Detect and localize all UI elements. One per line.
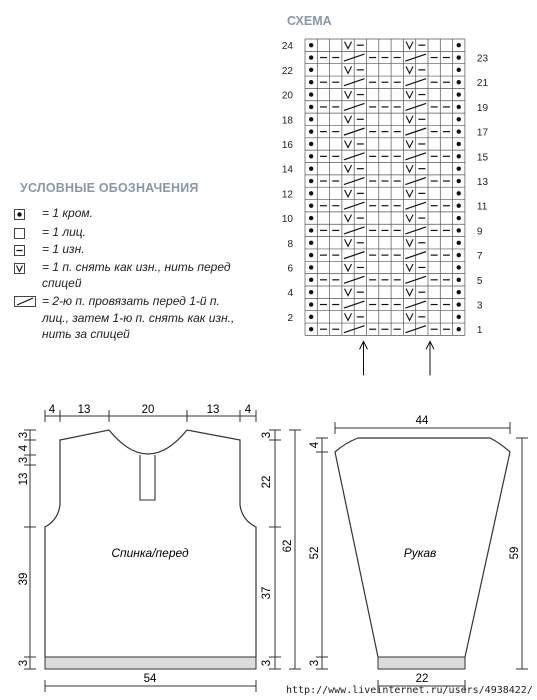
row-label-left: 4 xyxy=(287,288,293,300)
dim-top-2: 13 xyxy=(77,404,91,416)
row-label-right: 23 xyxy=(476,53,489,65)
row-label-left: 2 xyxy=(287,312,293,324)
row-label-left: 10 xyxy=(281,214,293,226)
dim-top-4: 13 xyxy=(206,404,220,416)
legend-text: лиц., затем 1-ю п. снять как изн., xyxy=(42,311,235,325)
dim-right-3: 62 xyxy=(282,539,295,553)
sleeve-dim-right: 59 xyxy=(509,546,522,560)
row-label-right: 13 xyxy=(476,177,489,189)
dim-left-3: 3 xyxy=(18,456,31,464)
legend-text: нить за спицей xyxy=(42,327,130,341)
legend-text: = 1 п. снять как изн., нить перед xyxy=(42,260,231,274)
legend-text: спицей xyxy=(42,276,82,290)
sleeve-dim-left-3: 3 xyxy=(309,659,322,667)
row-label-right: 19 xyxy=(476,102,489,114)
dim-top-1: 4 xyxy=(48,404,56,416)
row-label-left: 8 xyxy=(287,238,293,250)
dim-top-3: 20 xyxy=(141,404,155,416)
row-label-right: 7 xyxy=(476,251,483,263)
row-label-right: 3 xyxy=(476,300,483,312)
dim-left-6: 3 xyxy=(18,659,31,667)
legend-text: = 1 изн. xyxy=(42,242,85,256)
legend-text: = 1 кром. xyxy=(42,206,93,220)
sleeve-dim-top: 44 xyxy=(415,415,429,427)
row-label-right: 1 xyxy=(476,325,483,337)
dim-right-5: 3 xyxy=(261,659,274,667)
sleeve-dim-bottom: 22 xyxy=(415,673,429,685)
sleeve-piece xyxy=(309,415,528,692)
sleeve-label: Рукав xyxy=(403,546,437,560)
row-label-left: 12 xyxy=(281,189,293,201)
legend-text: = 1 лиц. xyxy=(42,225,86,239)
body-ribbing xyxy=(45,657,256,669)
dim-left-4: 13 xyxy=(18,472,31,486)
sleeve-dim-left-1: 4 xyxy=(309,441,322,449)
sleeve-dim-left-2: 52 xyxy=(309,546,322,560)
dim-top-5: 4 xyxy=(244,404,252,416)
row-label-left: 14 xyxy=(281,164,293,176)
chart-title: СХЕМА xyxy=(287,14,332,28)
dim-right-1: 3 xyxy=(261,431,274,439)
watermark-url: http://www.liveinternet.ru/users/4938422/ xyxy=(286,685,533,696)
legend-title: УСЛОВНЫЕ ОБОЗНАЧЕНИЯ xyxy=(20,181,199,195)
row-label-right: 11 xyxy=(476,201,488,213)
dim-right-4: 37 xyxy=(261,586,274,600)
row-label-left: 22 xyxy=(281,65,293,77)
dim-bottom: 54 xyxy=(143,673,157,685)
body-label: Спинка/перед xyxy=(111,546,189,560)
row-label-right: 17 xyxy=(476,127,489,139)
placket xyxy=(140,455,155,500)
row-label-right: 5 xyxy=(476,275,483,287)
row-label-left: 20 xyxy=(281,90,293,102)
row-label-left: 16 xyxy=(281,139,293,151)
row-label-left: 6 xyxy=(287,263,293,275)
dim-left-1: 3 xyxy=(18,431,31,439)
dim-left-2: 4 xyxy=(18,444,31,452)
body-piece xyxy=(18,404,301,692)
row-label-right: 9 xyxy=(476,226,483,238)
body-outline xyxy=(45,430,256,657)
legend-text: = 2-ю п. провязать перед 1-й п. xyxy=(42,294,220,308)
row-label-right: 15 xyxy=(476,152,489,164)
row-label-left: 24 xyxy=(281,41,293,53)
row-label-right: 21 xyxy=(476,78,489,90)
sleeve-ribbing xyxy=(378,657,465,669)
dim-right-2: 22 xyxy=(261,475,274,489)
dim-left-5: 39 xyxy=(18,572,31,586)
row-label-left: 18 xyxy=(281,115,293,127)
